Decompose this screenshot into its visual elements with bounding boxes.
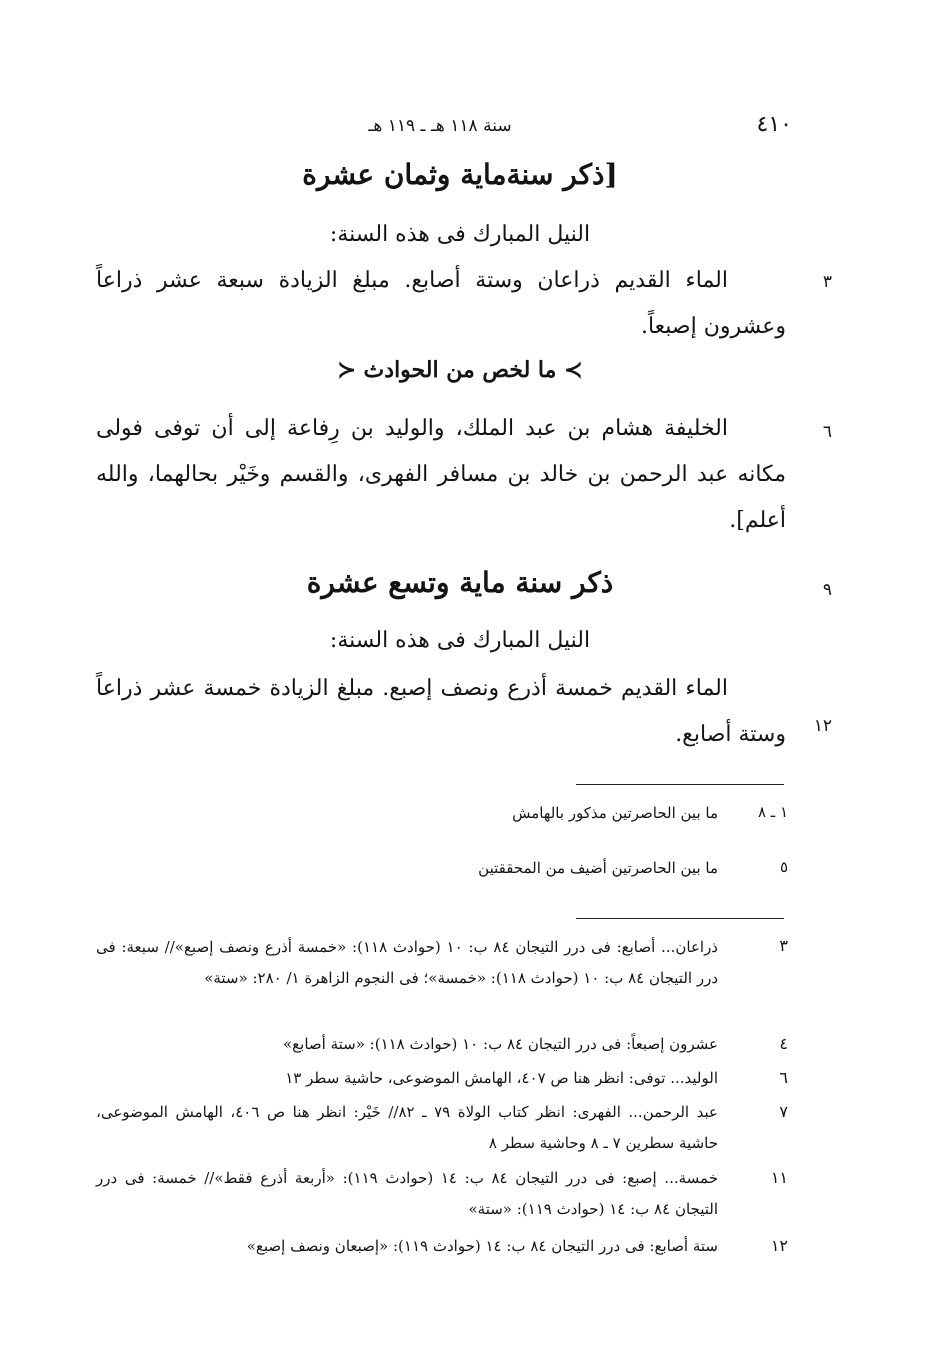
line-number: ٩	[822, 580, 832, 600]
apparatus-rule	[576, 784, 784, 785]
apparatus-number: ٥	[779, 858, 788, 876]
footnote-text: خمسة... إصبع: فى درر التيجان ٨٤ ب: ١٤ (حوادث ١١٩): «أربعة أذرع فقط»// خمسة: فى درر التيجان ٨٤ ب: ١٤ (حوادث ١١٩): «ستة»	[96, 1169, 718, 1218]
events-paragraph: الخليفة هشام بن عبد الملك، والوليد بن رِفاعة إلى أن توفى فولى مكانه عبد الرحمن بن خالد بن مسافر الفهرى، والقسم وخَيْر بحالهما، والله أعلم].	[96, 416, 786, 533]
running-title: سنة ١١٨ هـ ـ ١١٩ هـ	[368, 116, 512, 136]
line-number: ١٢	[813, 716, 832, 736]
footnote-text: الوليد... توفى: انظر هنا ص ٤٠٧، الهامش الموضوعى، حاشية سطر ١٣	[285, 1069, 718, 1087]
nile-intro-118: النيل المبارك فى هذه السنة:	[329, 222, 591, 247]
nile-paragraph-119: الماء القديم خمسة أذرع ونصف إصبع. مبلغ الزيادة خمسة عشر ذراعاً وستة أصابع.	[96, 676, 786, 747]
footnote-number: ٧	[779, 1102, 788, 1121]
page-number: ٤١٠	[756, 112, 792, 137]
events-heading: ≻ ما لخص من الحوادث ≺	[337, 357, 583, 383]
section-heading-119: ذكر سنة ماية وتسع عشرة	[306, 566, 614, 599]
apparatus-entry: ما بين الحاصرتين أضيف من المحققتين	[478, 859, 718, 877]
apparatus-entry: ما بين الحاصرتين مذكور بالهامش	[512, 804, 718, 822]
footnote-number: ٣	[779, 936, 788, 955]
footnote-number: ١٢	[770, 1236, 788, 1255]
nile-paragraph-118: الماء القديم ذراعان وستة أصابع. مبلغ الزيادة سبعة عشر ذراعاً وعشرون إصبعاً.	[96, 268, 786, 339]
footnote-number: ٤	[779, 1034, 788, 1053]
footnote-text: عشرون إصبعاً: فى درر التيجان ٨٤ ب: ١٠ (حوادث ١١٨): «ستة أصابع»	[282, 1035, 718, 1053]
footnotes-rule	[576, 918, 784, 919]
nile-intro-119: النيل المبارك فى هذه السنة:	[329, 628, 591, 653]
line-number: ٦	[822, 422, 832, 442]
footnote-number: ١١	[770, 1168, 788, 1187]
apparatus-number: ١ ـ ٨	[757, 803, 788, 821]
footnote-text: ذراعان... أصابع: فى درر التيجان ٨٤ ب: ١٠ (حوادث ١١٨): «خمسة أذرع ونصف إصبع»// سبعة: فى درر التيجان ٨٤ ب: ١٠ (حوادث ١١٨): «خمسة»؛ فى النجوم الزاهرة ١/ ٢٨٠: «ستة»	[96, 938, 718, 987]
footnote-text: عبد الرحمن... الفهرى: انظر كتاب الولاة ٧٩ ـ ٨٢// خَيْر: انظر هنا ص ٤٠٦، الهامش الموضوعى، حاشية سطرين ٧ ـ ٨ وحاشية سطر ٨	[96, 1103, 718, 1152]
line-number: ٣	[822, 272, 832, 292]
section-heading-118: [ذكر سنةماية وثمان عشرة	[302, 158, 618, 191]
footnote-text: ستة أصابع: فى درر التيجان ٨٤ ب: ١٤ (حوادث ١١٩): «إصبعان ونصف إصبع»	[246, 1237, 718, 1255]
footnote-number: ٦	[779, 1068, 788, 1087]
